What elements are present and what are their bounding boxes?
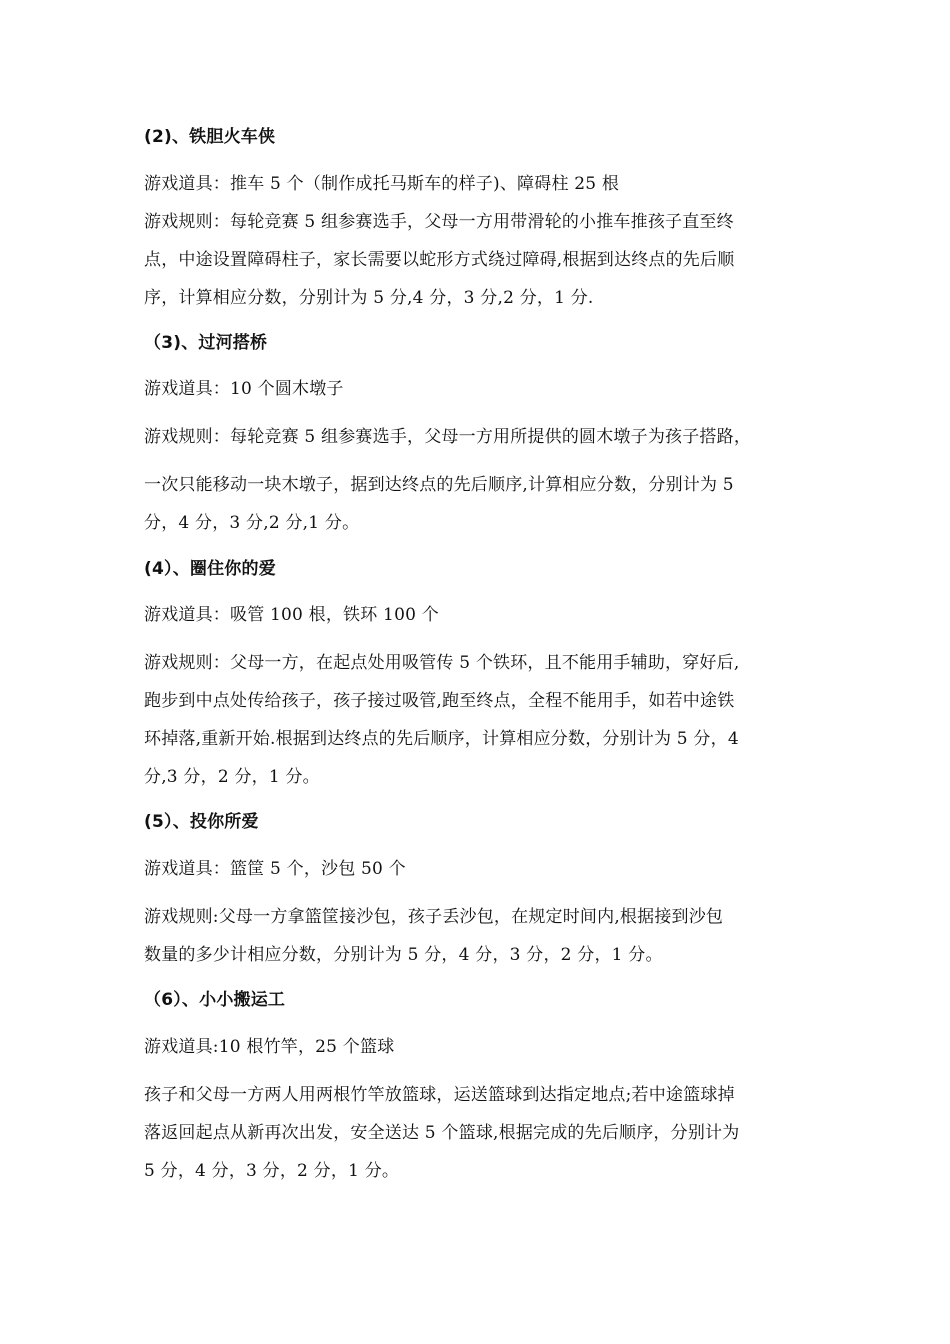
text-line: 落返回起点从新再次出发，安全送达 5 个篮球,根据完成的先后顺序，分别计为 xyxy=(144,1123,740,1143)
text-line: 数量的多少计相应分数，分别计为 5 分，4 分，3 分，2 分，1 分。 xyxy=(144,945,663,965)
text-line: 分,3 分，2 分，1 分。 xyxy=(144,767,320,787)
text-line: 游戏规则：每轮竞赛 5 组参赛选手，父母一方用带滑轮的小推车推孩子直至终 xyxy=(144,212,734,232)
text-line: 点，中途设置障碍柱子，家长需要以蛇形方式绕过障碍,根据到达终点的先后顺 xyxy=(144,250,735,270)
text-line: 游戏道具：推车 5 个（制作成托马斯车的样子)、障碍柱 25 根 xyxy=(144,174,620,194)
text-line: 分，4 分，3 分,2 分,1 分。 xyxy=(144,513,360,533)
text-line: 游戏规则:父母一方拿篮筐接沙包，孩子丢沙包，在规定时间内,根据接到沙包 xyxy=(144,907,724,927)
text-line: 游戏规则：父母一方，在起点处用吸管传 5 个铁环，且不能用手辅助，穿好后, xyxy=(144,653,740,673)
text-line: 游戏道具:10 根竹竿，25 个篮球 xyxy=(144,1037,395,1057)
text-line: 5 分，4 分，3 分，2 分，1 分。 xyxy=(144,1161,400,1181)
section-heading: （3)、过河搭桥 xyxy=(144,333,268,353)
text-line: 游戏道具：吸管 100 根，铁环 100 个 xyxy=(144,605,439,625)
text-line: 游戏规则：每轮竞赛 5 组参赛选手，父母一方用所提供的圆木墩子为孩子搭路， xyxy=(144,427,752,447)
text-line: 一次只能移动一块木墩子，据到达终点的先后顺序,计算相应分数，分别计为 5 xyxy=(144,475,734,495)
text-line: 跑步到中点处传给孩子，孩子接过吸管,跑至终点，全程不能用手，如若中途铁 xyxy=(144,691,735,711)
text-line: 环掉落,重新开始.根据到达终点的先后顺序，计算相应分数，分别计为 5 分，4 xyxy=(144,729,739,749)
text-line: 游戏道具：10 个圆木墩子 xyxy=(144,379,344,399)
text-line: 游戏道具：篮筐 5 个，沙包 50 个 xyxy=(144,859,406,879)
section-heading: (4）、圈住你的爱 xyxy=(144,559,276,579)
section-heading: (2)、铁胆火车侠 xyxy=(144,127,276,147)
text-line: 孩子和父母一方两人用两根竹竿放篮球，运送篮球到达指定地点;若中途篮球掉 xyxy=(144,1085,735,1105)
section-heading: (5）、投你所爱 xyxy=(144,812,259,832)
section-heading: （6）、小小搬运工 xyxy=(144,990,286,1010)
text-line: 序，计算相应分数，分别计为 5 分,4 分，3 分,2 分，1 分. xyxy=(144,288,594,308)
